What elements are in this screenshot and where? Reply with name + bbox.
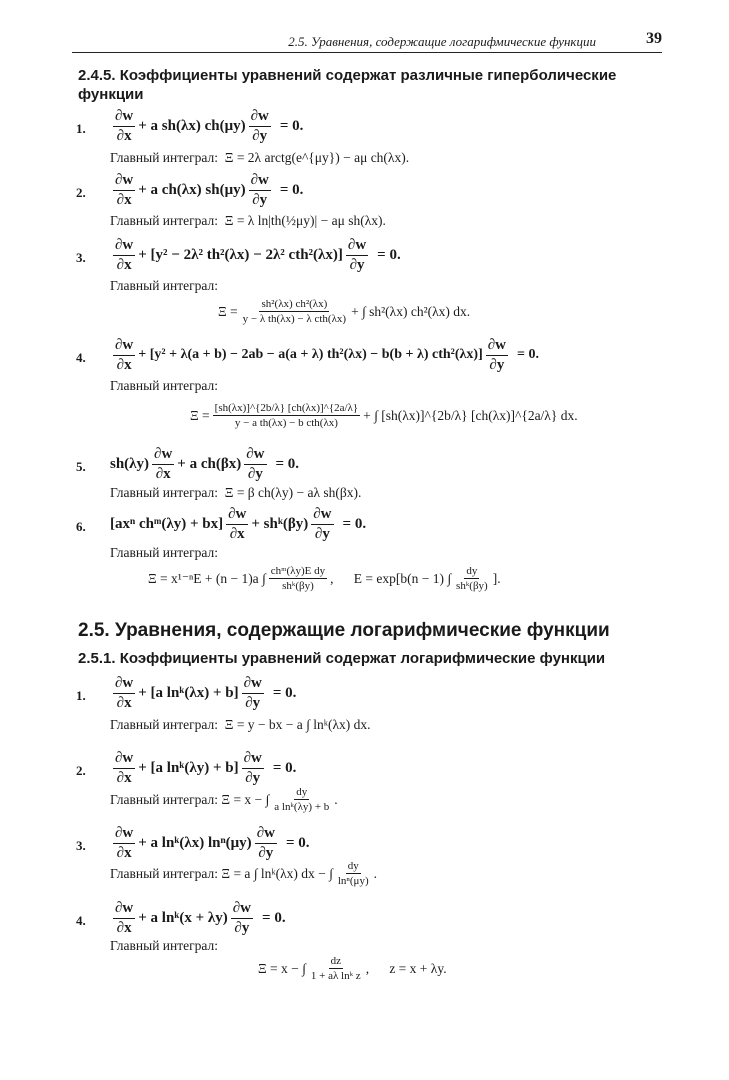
equation-term: + [a lnᵏ(λy) + b]	[138, 759, 239, 776]
integral-label: Главный интеграл:	[110, 213, 219, 228]
equation: $\frac{\partial w}{\partial x}$ + [y² + λ(a + b) − 2ab − a(a + λ) th²(λx) − b(b + λ) cth²(λx)] $\frac{\partial w}{\partial y}$ = 0.	[115, 337, 539, 373]
equation-end: = 0.	[517, 347, 539, 362]
integral-formula: Ξ = x − ∫ $\frac{dz}{\text{1 + aλ lnᵏ z}}$ , z = x + λy.	[258, 955, 447, 983]
integral-formula: Ξ = $\frac{\text{sh²(λx) ch²(λx)}}{\text{y − λ th(λx) − λ cth(λx)}}$ + ∫ sh²(λx) ch²(λx) dx.	[218, 298, 471, 326]
integral-label: Главный интеграл:	[110, 378, 219, 393]
integral-formula: Главный интеграл: Ξ = a ∫ lnᵏ(λx) dx − ∫ $\frac{dy}{\text{lnⁿ(μy)}}$ .	[110, 860, 377, 888]
equation-term: sh(λy)	[110, 455, 150, 472]
integral-formula: Ξ = 2λ arctg(e^{μy}) − aμ ch(λx).	[224, 150, 410, 165]
equation-end: = 0.	[272, 759, 297, 776]
equation-term: + a lnᵏ(λx) lnⁿ(μy)	[138, 834, 252, 851]
integral-label: Главный интеграл:	[110, 150, 219, 165]
equation-number: 3.	[76, 250, 86, 265]
section-heading-2-5: 2.5. Уравнения, содержащие логарифмические функции	[78, 620, 610, 641]
equation-number: 3.	[76, 838, 86, 853]
integral-label: Главный интеграл:	[110, 545, 219, 560]
integral-formula: Ξ = x¹⁻ⁿE + (n − 1)a ∫ $\frac{\text{chᵐ(λy)E dy}}{\text{shᵏ(βy)}}$ , E = exp[b(n − 1) ∫ $\frac{dy}{\text{shᵏ(βy)}}$ ].	[148, 565, 501, 593]
equation-number: 5.	[76, 459, 86, 474]
equation-end: = 0.	[285, 834, 310, 851]
equation-number: 4.	[76, 913, 86, 928]
equation: [axⁿ chᵐ(λy) + bx] $\frac{\partial w}{\partial x}$ + shᵏ(βy) $\frac{\partial w}{\partial y}$ = 0.	[110, 506, 367, 542]
equation-end: = 0.	[377, 246, 401, 263]
integral-formula: Ξ = $\frac{[sh(\lambda x)]\^{}\{2b/\lambda\} [ch(\lambda x)]\^{}\{2a/\lambda\}}{\text{y − a th(λx) − b cth(λx)}}$ + ∫ [sh(λx)]^{2b/λ} [ch(λx)]^{2a/λ} dx.	[190, 402, 578, 430]
equation-number: 2.	[76, 185, 86, 200]
equation-number: 4.	[76, 350, 86, 365]
integral-label: Главный интеграл:	[110, 485, 219, 500]
equation-end: = 0.	[279, 181, 304, 198]
equation-end: = 0.	[275, 455, 300, 472]
equation: $\frac{\partial w}{\partial x}$ + [a lnᵏ(λy) + b] $\frac{\partial w}{\partial y}$ = 0.	[115, 750, 297, 786]
page-number: 39	[646, 30, 662, 47]
integral-formula: Ξ = y − bx − a ∫ lnᵏ(λx) dx.	[224, 717, 371, 732]
equation-end: = 0.	[262, 909, 286, 926]
section-heading-2-4-5: 2.4.5. Коэффициенты уравнений содержат различные гиперболические функции	[78, 67, 617, 103]
equation-term: + a sh(λx) ch(μy)	[138, 117, 246, 134]
integral-formula: Ξ = β ch(λy) − aλ sh(βx).	[224, 485, 362, 500]
equation-number: 6.	[76, 519, 86, 534]
equation-term: [axⁿ chᵐ(λy) + bx]	[110, 515, 224, 532]
integral-label: Главный интеграл:	[110, 865, 219, 881]
equation-number: 1.	[76, 688, 86, 703]
equation-term: + a ch(βx)	[177, 455, 242, 472]
equation	[110, 108, 303, 144]
equation-number: 1.	[76, 121, 86, 136]
integral-formula: Главный интеграл: Ξ = x − ∫ $\frac{dy}{\text{a lnᵏ(λy) + b}}$ .	[110, 786, 338, 814]
equation-term: + shᵏ(βy)	[251, 515, 309, 532]
integral-line	[110, 717, 371, 733]
page-header	[72, 30, 662, 53]
equation: $\frac{\partial w}{\partial x}$ + [y² − 2λ² th²(λx) − 2λ² cth²(λx)] $\frac{\partial w}{\partial y}$ = 0.	[115, 237, 401, 273]
integral-label: Главный интеграл:	[110, 717, 219, 732]
equation-term: + [y² + λ(a + b) − 2ab − a(a + λ) th²(λx) − b(b + λ) cth²(λx)]	[138, 347, 483, 362]
equation-end: = 0.	[342, 515, 367, 532]
equation-term: + a ch(λx) sh(μy)	[138, 181, 246, 198]
integral-formula: Ξ = λ ln|th(½μy)| − aμ sh(λx).	[224, 213, 386, 228]
integral-label: Главный интеграл:	[110, 938, 219, 953]
equation: $\frac{\partial w}{\partial x}$ + a lnᵏ(x + λy) $\frac{\partial w}{\partial y}$ = 0.	[115, 900, 286, 936]
running-title: 2.5. Уравнения, содержащие логарифмические функции	[288, 34, 596, 49]
equation-term: + [y² − 2λ² th²(λx) − 2λ² cth²(λx)]	[138, 246, 343, 263]
equation-end: = 0.	[272, 684, 297, 701]
fraction-dw-dy: $\frac{\partial w}{\partial y}$	[250, 108, 269, 144]
equation-term: + [a lnᵏ(λx) + b]	[138, 684, 239, 701]
integral-line	[110, 213, 386, 229]
equation: $\frac{\partial w}{\partial x}$ + a ch(λx) sh(μy) $\frac{\partial w}{\partial y}$ = 0.	[115, 172, 304, 208]
equation: $\frac{\partial w}{\partial x}$ + a lnᵏ(λx) lnⁿ(μy) $\frac{\partial w}{\partial y}$ = 0.	[115, 825, 310, 861]
equation-number: 2.	[76, 763, 86, 778]
section-heading-2-5-1: 2.5.1. Коэффициенты уравнений содержат логарифмические функции	[78, 650, 606, 667]
integral-line	[110, 485, 361, 501]
equation: sh(λy) $\frac{\partial w}{\partial x}$ + a ch(βx) $\frac{\partial w}{\partial y}$ = 0.	[110, 446, 300, 482]
integral-label: Главный интеграл:	[110, 278, 219, 293]
equation-term: + a lnᵏ(x + λy)	[138, 909, 228, 926]
integral-label: Главный интеграл:	[110, 791, 219, 807]
integral-line	[110, 150, 409, 166]
fraction-dw-dx: $\frac{\partial w}{\partial x}$	[115, 108, 134, 144]
equation-end: = 0.	[279, 117, 304, 134]
equation: $\frac{\partial w}{\partial x}$ + [a lnᵏ(λx) + b] $\frac{\partial w}{\partial y}$ = 0.	[115, 675, 297, 711]
